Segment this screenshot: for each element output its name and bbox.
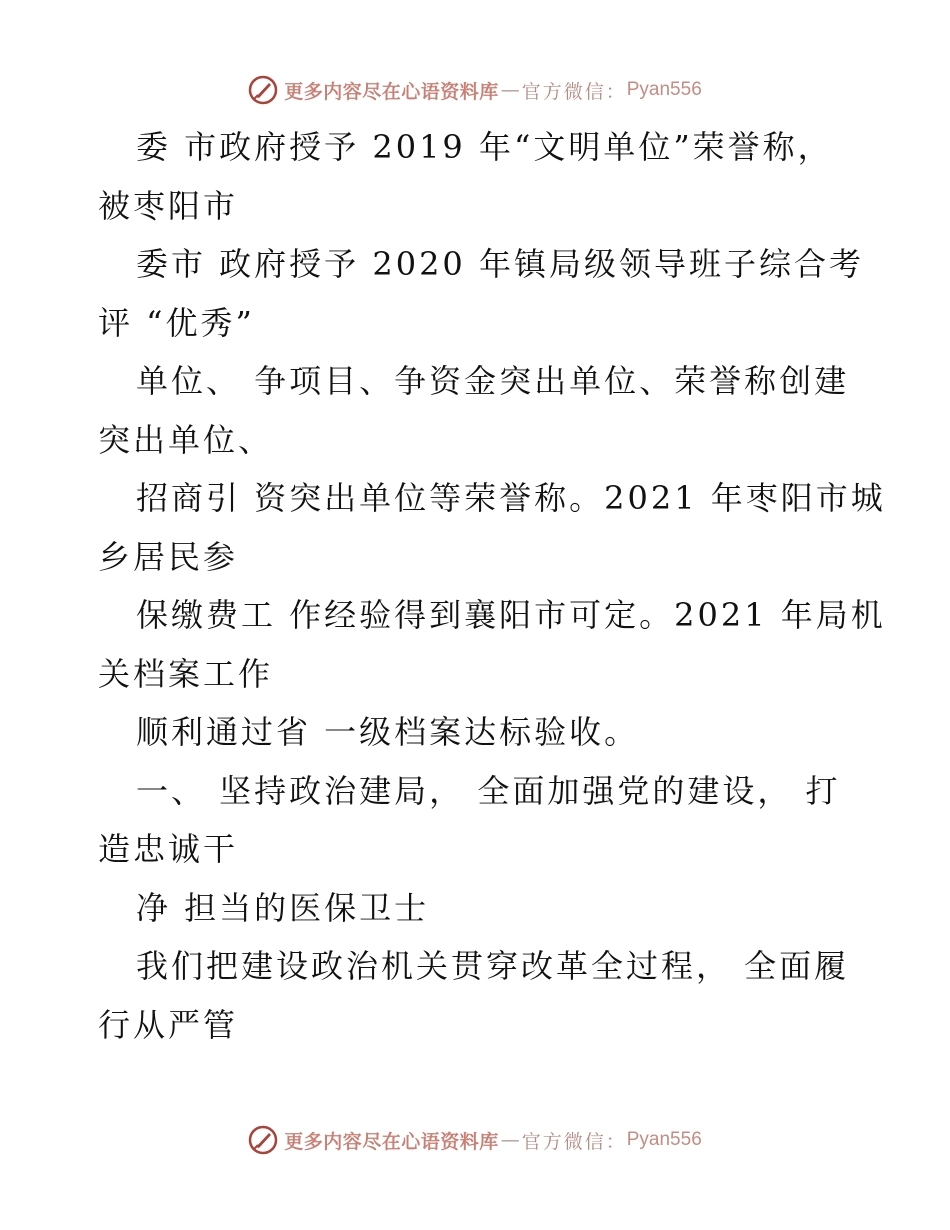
text-line: 单位、 争项目、争资金突出单位、荣誉称创建: [136, 362, 850, 400]
quill-logo-icon: [248, 75, 278, 105]
watermark-dash: —: [500, 79, 520, 101]
text-line: 乡居民参: [98, 537, 239, 576]
text-line: 被枣阳市: [98, 186, 239, 225]
text-line: 招商引 资突出单位等荣誉称。2021 年枣阳市城: [136, 479, 886, 517]
text-line: 我们把建设政治机关贯穿改革全过程， 全面履: [136, 947, 850, 985]
watermark-official: 官方微信：: [521, 1130, 627, 1153]
quill-logo-icon: [248, 1125, 278, 1155]
text-line: 行从严管: [98, 1005, 239, 1044]
text-line: 委市 政府授予 2020 年镇局级领导班子综合考: [136, 245, 864, 283]
text-line: 突出单位、: [98, 420, 274, 459]
text-line: 顺利通过省 一级档案达标验收。: [136, 713, 640, 751]
watermark-wechat-id: Pyan556: [626, 79, 702, 100]
text-line: 关档案工作: [98, 654, 274, 693]
document-body: [98, 118, 886, 1054]
text-line: 净 担当的医保卫士: [136, 888, 430, 927]
watermark-dash: —: [500, 1129, 520, 1151]
text-line: 一、 坚持政治建局， 全面加强党的建设， 打: [136, 771, 841, 810]
watermark-brand: 更多内容尽在心语资料库: [284, 80, 499, 103]
watermark-official: 官方微信：: [521, 80, 627, 103]
text-line: 造忠诚干: [98, 830, 239, 868]
watermark-brand: 更多内容尽在心语资料库: [284, 1130, 499, 1153]
text-line: 保缴费工 作经验得到襄阳市可定。2021 年局机: [136, 596, 886, 634]
text-line: 评 “优秀”: [98, 303, 255, 342]
text-line: 委 市政府授予 2019 年“文明单位”荣誉称，: [136, 128, 833, 166]
header-watermark: [0, 70, 950, 110]
watermark-wechat-id: Pyan556: [626, 1129, 702, 1150]
footer-watermark: [0, 1120, 950, 1160]
